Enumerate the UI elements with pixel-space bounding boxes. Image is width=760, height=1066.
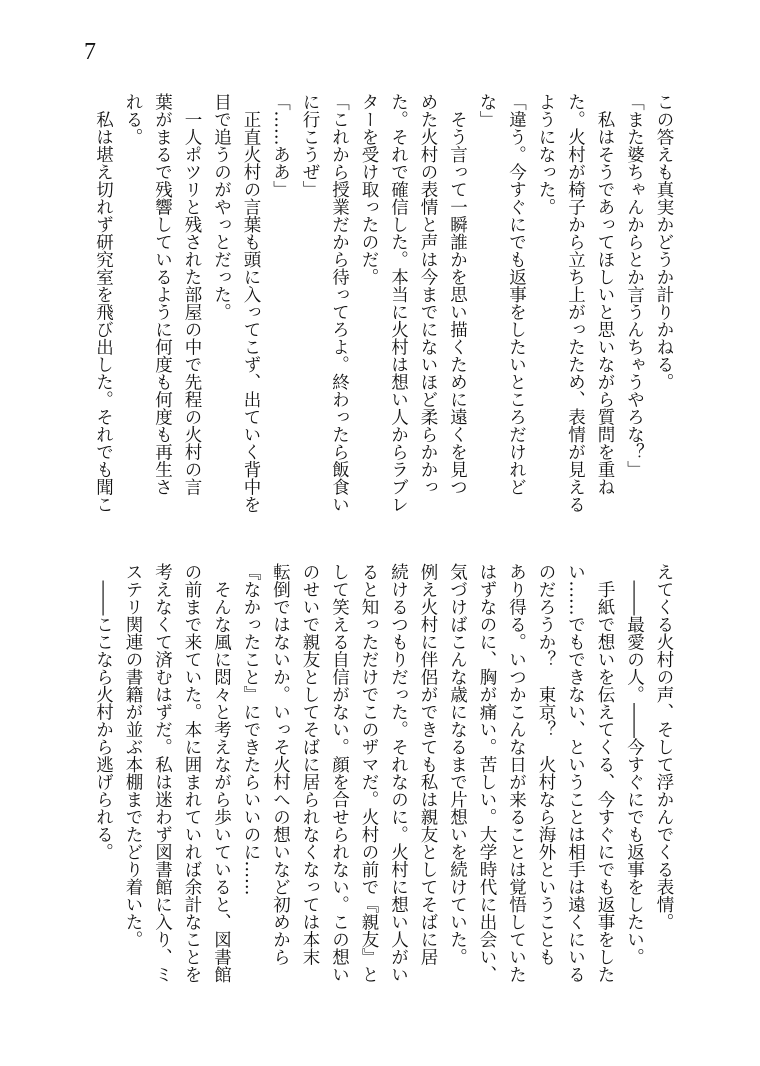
text-column: 例え火村に伴侶ができても私は親友としてそばに居 — [418, 563, 438, 966]
text-column: 『なかったこと』にできたらいいのに…… — [241, 563, 261, 896]
text-column: 転倒ではないか。いっそ火村への想いなど初めから — [270, 563, 291, 966]
text-column: のだろうか？ 東京？ 火村なら海外ということも — [536, 563, 556, 966]
text-column: 目で追うのがやっとだった。 — [211, 93, 232, 321]
text-column: えてくる火村の声、そして浮かんでくる表情。 — [654, 563, 674, 931]
text-column: ようになった。 — [536, 93, 556, 216]
text-column: のせいで親友としてそばに居られなくなっては本末 — [300, 563, 320, 966]
text-column: の前まで来ていた。本に囲まれていれば余計なことを — [182, 563, 202, 983]
text-column: な」 — [477, 93, 497, 128]
text-column: 葉がまるで残響しているように何度も何度も再生さ — [152, 93, 173, 496]
text-column: た。それで確信した。本当に火村は想い人からラブレ — [388, 93, 409, 513]
text-block-top — [88, 93, 678, 523]
text-column: 「……ああ」 — [270, 93, 291, 198]
text-column: 考えなくて済むはずだ。私は迷わず図書館に入り、ミ — [152, 563, 173, 983]
text-block-bottom — [88, 563, 678, 993]
text-column: い……でもできない、ということは相手は遠くにいる — [565, 563, 586, 983]
text-column: 「また婆ちゃんからとか言うんちゃうやろな？」 — [624, 93, 645, 478]
text-column: はずなのに、胸が痛い。苦しい。大学時代に出会い、 — [477, 563, 497, 983]
text-column: 私はそうであってほしいと思いながら質問を重ね — [595, 93, 615, 496]
text-column: あり得る。いつかこんな日が来ることは覚悟していた — [506, 563, 527, 983]
text-column: めた火村の表情と声は今までにないほど柔らかかっ — [418, 93, 438, 496]
text-column: そんな風に悶々と考えながら歩いていると、図書館 — [211, 563, 232, 983]
text-column: 私は堪え切れず研究室を飛び出した。それでも聞こ — [93, 93, 114, 513]
text-column: 「違う。今すぐにでも返事をしたいところだけれど — [506, 93, 527, 496]
text-column: この答えも真実かどうか計りかねる。 — [654, 93, 674, 391]
text-column: れる。 — [123, 93, 143, 146]
text-column: 気づけばこんな歳になるまで片想いを続けていた。 — [447, 563, 468, 966]
text-column: 手紙で想いを伝えてくる、今すぐにでも返事をした — [595, 563, 615, 983]
text-column: た。火村が椅子から立ち上がったため、表情が見える — [565, 93, 586, 513]
text-column: に行こうぜ」 — [300, 93, 320, 198]
text-column: 正直火村の言葉も頭に入ってこず、出ていく背中を — [241, 93, 261, 513]
text-column: ステリ関連の書籍が並ぶ本棚までたどり着いた。 — [123, 563, 143, 948]
text-column: ――最愛の人。――今すぐにでも返事をしたい。 — [624, 563, 645, 966]
text-column: 続けるつもりだった。それなのに。火村に想い人がい — [388, 563, 409, 983]
text-column: ると知っただけでこのザマだ。火村の前で『親友』と — [359, 563, 379, 983]
text-column: 一人ポツリと残された部屋の中で先程の火村の言 — [182, 93, 202, 496]
page-number: 7 — [84, 39, 96, 65]
text-column: そう言って一瞬誰かを思い描くために遠くを見つ — [447, 93, 468, 496]
text-column: ――ここなら火村から逃げられる。 — [93, 563, 114, 861]
text-column: 「これから授業だから待ってろよ。終わったら飯食い — [329, 93, 350, 513]
text-column: して笑える自信がない。顔を合せられない。この想い — [329, 563, 350, 983]
text-column: ターを受け取ったのだ。 — [359, 93, 379, 286]
